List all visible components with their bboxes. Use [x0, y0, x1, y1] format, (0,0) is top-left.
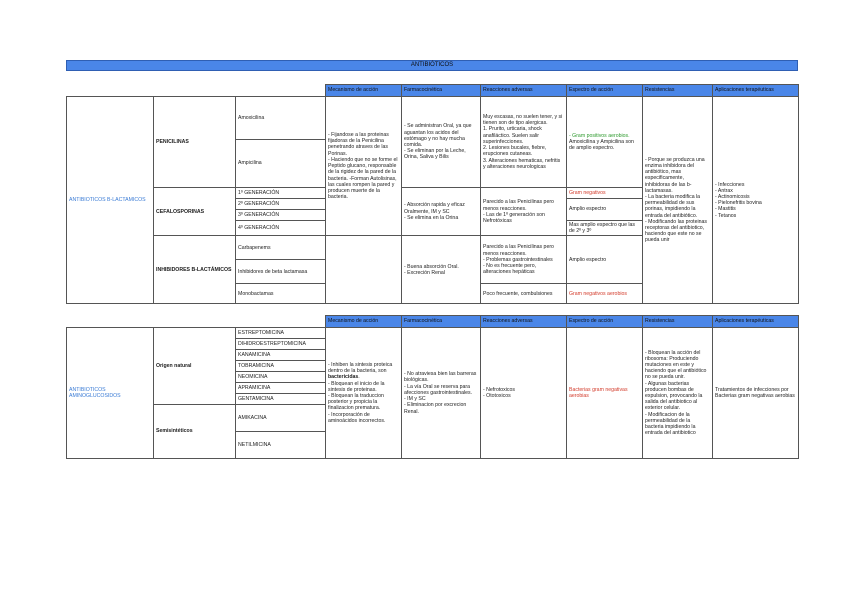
espectro-gen1: Gram negativos — [567, 188, 643, 199]
espectro2-cell: Bacterias gram negativas aerobias — [567, 328, 643, 459]
mecanismo2-bold: bactericidas — [328, 374, 359, 381]
drug-amoxicilina: Amoxicilina — [236, 97, 326, 140]
espectro-pen-text: Amoxicilina y Ampicilina son de amplio espectro. — [569, 138, 634, 152]
category-penicilinas: PENICILINAS — [154, 97, 236, 188]
drug-netilmicina: NETILMICINA — [236, 432, 326, 459]
group-label-2: ANTIBIOTICOS AMINOGLUCOSIDOS — [67, 328, 154, 459]
farmaco2-cell: - No atraviesa bien las barreras biológicas. - La vía Oral se reserva para afecciones gastrointestinales. - IM y SC - Eliminacion por excrecion Renal. — [402, 328, 481, 459]
drug-row: TOBRAMICINA — [236, 361, 326, 372]
aminoglucosidos-table — [66, 315, 799, 459]
farmaco-inh-cell: - Buena absorción Oral. - Excreción Renal — [402, 236, 481, 304]
drug-row: DIHIDROESTREPTOMICINA — [236, 339, 326, 350]
reacciones-carb-cell: Parecido a las Penicilinas pero menos reacciones. - Problemas gastrointestinales - No es frecuente pero, alteraciones hepáticas — [481, 236, 567, 284]
drug-monobactamas: Monobactamas — [236, 284, 326, 304]
aplicaciones-cell: - Infecciones - Antrax - Actinomicosis - Pielonefritis bovina - Mastitis - Tetanos — [713, 97, 799, 304]
drug-row: KANAMICINA — [236, 350, 326, 361]
header2-aplicaciones: Aplicaciones terapéuticas — [713, 316, 799, 328]
farmaco-pen-cell: - Se administran Oral, ya que aguantan los acidos del estómago y no hay mucha comida. - Se eliminan por la Leche, Orina, Saliva y Bilis — [402, 97, 481, 188]
mecanismo2-c: . - Bloquean el inicio de la sintesis de proteinas. - Bloquean la traduccion posterior y propicia la finalizacion prematura. - Incorporación de aminoácidos incorrectos. — [328, 374, 386, 424]
header2-resistencias: Resistencias — [643, 316, 713, 328]
gen-4: 4º GENERACIÓN — [236, 221, 326, 236]
espectro-pen-green: - Gram positivos aerobios. — [569, 132, 630, 139]
header-farmacocinetica: Farmacocinética — [402, 85, 481, 97]
drug-row: GENTAMICINA — [236, 394, 326, 405]
header-row — [67, 85, 799, 97]
reacciones-cef-cell: Parecido a las Penicilinas pero menos reacciones. - Las de 1º generación son Nefrotóxicas — [481, 188, 567, 236]
header2-farmacocinetica: Farmacocinética — [402, 316, 481, 328]
header-row-2 — [67, 316, 799, 328]
category-semisinteticos: Semisintéticos — [154, 405, 236, 459]
gen-2: 2º GENERACIÓN — [236, 199, 326, 210]
espectro-mono: Gram negativos aerobios — [567, 284, 643, 304]
espectro-pen-cell — [567, 97, 643, 188]
farmaco-cef-cell: - Absorción rapida y eficaz Oralmente, IM y SC - Se elimina en la Orina — [402, 188, 481, 236]
drug-row: ESTREPTOMICINA — [236, 328, 326, 339]
drug-amikacina: AMIKACINA — [236, 405, 326, 432]
mecanismo-cell: - Fijandose a las proteinas fijadoras de la Penicilina penetrando atraves de las Porinas. - Haciendo que no se forme el Peptido glucano, responsable de la rigidez de la pared de la bacteria. -Forman Autolisinas, las cuales rompen la pared y producen muerte de la bacteria. — [326, 97, 402, 236]
category-inhibidores: INHIBIDORES B-LACTÁMICOS — [154, 236, 236, 304]
category-origen-natural: Origen natural — [154, 328, 236, 405]
resistencias-cell: - Porque se produzca una enzima inhibidora del antibiótico, mas especificamente, inhibidoras de las b-lactamasas. - La bacteria modifica la permeabilidad de sus porinas, impidiendo la entrada del antibiótico. - Modificando las proteinas receptoras del antibiotico, haciendo que este no se pueda unir — [643, 97, 713, 304]
header-aplicaciones: Aplicaciones terapéuticas — [713, 85, 799, 97]
drug-row: APRAMICINA — [236, 383, 326, 394]
mecanismo-inh-empty — [326, 236, 402, 304]
category-cefalosporinas: CEFALOSPORINAS — [154, 188, 236, 236]
header-resistencias: Resistencias — [643, 85, 713, 97]
drug-carbapenems: Carbapenems — [236, 236, 326, 260]
header2-mecanismo: Mecanismo de acción — [326, 316, 402, 328]
header-reacciones: Reacciones adversas — [481, 85, 567, 97]
reacciones2-cell: - Nefrotoxicos - Ototoxicos — [481, 328, 567, 459]
gen-3: 3º GENERACIÓN — [236, 210, 326, 221]
header-mecanismo: Mecanismo de acción — [326, 85, 402, 97]
espectro-inh: Amplio espectro — [567, 236, 643, 284]
resistencias2-cell: - Bloquean la acción del ribosoma: Produciendo mutaciones en este y haciendo que el antibiótico no se pueda unir. - Algunas bacterias producen bombas de expulsion, provocando la salida del antibiotico al exterior celular. - Modificacion de la permeabilidad de la bacteria impidiendo la entrada del antibiotico — [643, 328, 713, 459]
drug-row: NEOMICINA — [236, 372, 326, 383]
reacciones-pen-cell: Muy escasas, no suelen tener, y si tienen son de tipo alergicas. 1. Prurito, urticaria, shock anafiláctico. Suelen salir superinfecciones. 2. Lesiones bucales, fiebre, erupciones cutaneas. 3. Alteraciones hematicas, nefritis y alteraciones neurologicas — [481, 97, 567, 188]
header2-espectro: Espectro de acción — [567, 316, 643, 328]
aplicaciones2-cell: Tratamientos de infecciones por Bacterias gram negativas aerobias — [713, 328, 799, 459]
beta-lactam-table — [66, 84, 799, 304]
reacciones-mono-cell: Poco frecuente, combulsiones — [481, 284, 567, 304]
gen-1: 1º GENERACIÓN — [236, 188, 326, 199]
drug-inhibidores-bl: Inhibidores de beta lactamasa — [236, 260, 326, 284]
drug-ampicilina: Ampicilina — [236, 140, 326, 188]
group-label: ANTIBIOTICOS B-LACTAMICOS — [67, 97, 154, 304]
mecanismo2-cell — [326, 328, 402, 459]
page-title: ANTIBIÓTICOS — [66, 60, 798, 71]
header-espectro: Espectro de acción — [567, 85, 643, 97]
header2-reacciones: Reacciones adversas — [481, 316, 567, 328]
espectro-gen23: Amplio espectro — [567, 199, 643, 221]
mecanismo2-a: - Inhiben la sintesis proteica dentro de la bacteria, son — [328, 361, 393, 375]
espectro-gen4: Mas amplio espectro que las de 2º y 3º — [567, 221, 643, 236]
